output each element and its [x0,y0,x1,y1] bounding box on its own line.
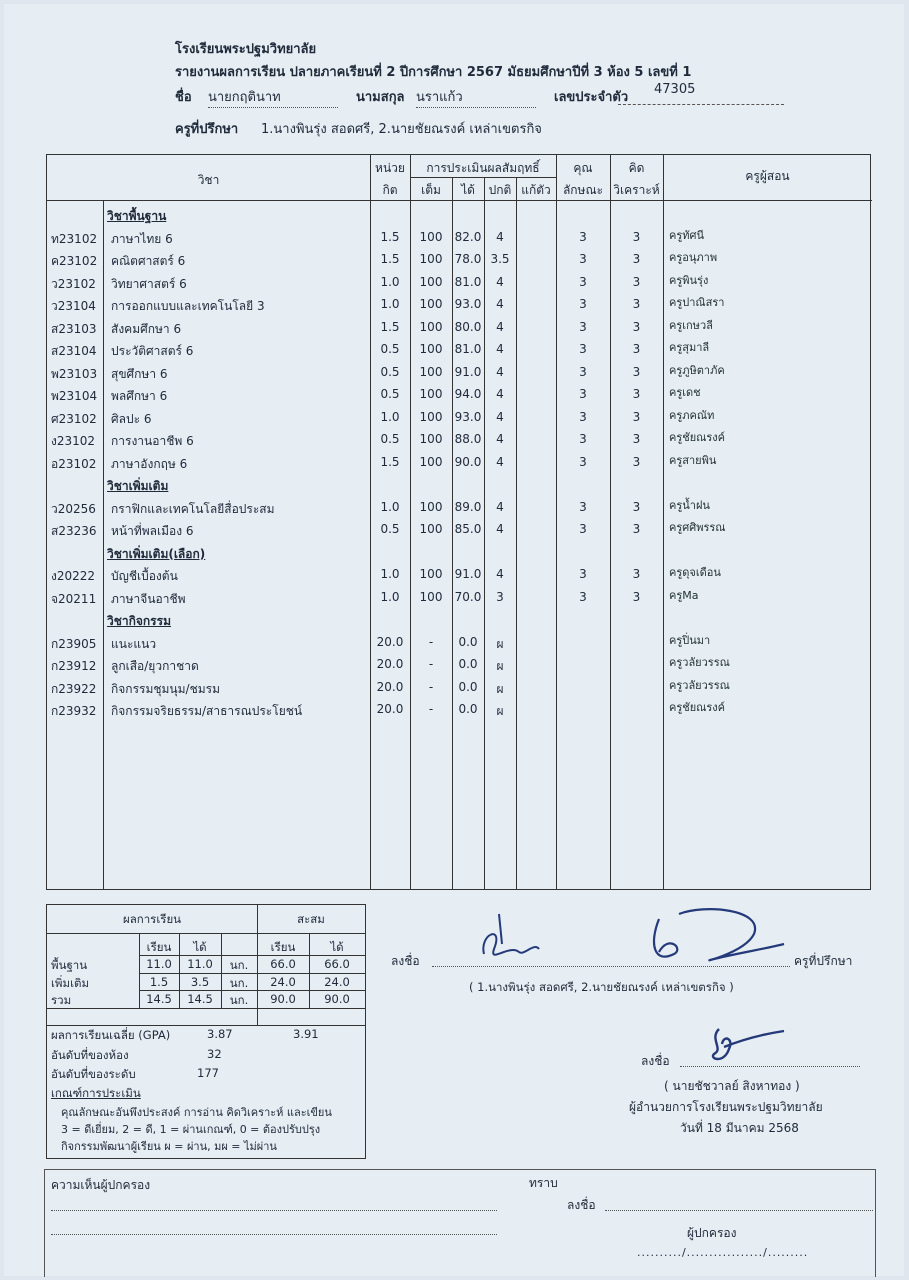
subject-name: ภาษาจีนอาชีพ [111,591,186,606]
parent-role: ผู้ปกครอง [687,1226,737,1240]
summary-box [46,904,366,1159]
subject-code: ค23102 [51,254,98,268]
section-additional: วิชาเพิ่มเติม [107,479,169,493]
summary-cum-study: 24.0 [270,975,296,989]
analysis: 3 [632,454,641,469]
score-got: 91.0 [454,567,482,581]
teacher-name: ครูศศิพรรณ [669,521,726,534]
subject-name: วิทยาศาสตร์ 6 [111,276,187,291]
summary-results-title: ผลการเรียน [122,912,182,926]
credit: 1.0 [380,499,400,514]
col-credit-2: กิต [382,183,398,197]
score-got: 93.0 [454,409,482,424]
name-value: นายกฤตินาท [208,86,338,108]
rank-level-value: 177 [197,1066,219,1080]
advisor-label: ครูที่ปรึกษา [175,122,239,137]
score-full: 100 [419,252,443,266]
subject-code: ส23236 [51,524,97,538]
analysis: 3 [632,297,641,311]
grade-normal: 4 [496,297,504,311]
score-full: 100 [419,499,443,514]
col-credit-1: หน่วย [375,161,405,175]
summary-study: 1.5 [149,975,169,989]
col-assessment: การประเมินผลสัมฤทธิ์ [426,161,540,175]
teacher-name: ครูเดช [669,386,701,399]
rank-room-label: อันดับที่ของห้อง [51,1048,129,1062]
subject-code: ง23102 [51,434,96,448]
acknowledge-label: ทราบ [529,1176,558,1190]
col-teacher: ครูผู้สอน [745,169,790,183]
score-got: 89.0 [454,499,482,514]
score-got: 85.0 [454,522,482,536]
grade-normal: 4 [496,387,504,401]
teacher-name: ครูเกษวลี [669,318,713,332]
summary-row-label: พื้นฐาน [51,958,88,972]
section-elective: วิชาเพิ่มเติม(เลือก) [107,546,206,561]
subject-code: ศ23102 [51,411,97,426]
score-got: 0.0 [458,634,478,649]
score-full: 100 [419,409,443,424]
student-id-value: 47305 [654,82,696,97]
score-full: - [428,702,434,716]
parent-box [44,1169,876,1277]
quality: 3 [579,589,587,604]
col-normal: ปกติ [488,183,512,197]
grade-normal: 4 [496,364,504,379]
analysis: 3 [632,319,641,334]
subject-name: หน้าที่พลเมือง 6 [111,524,194,538]
score-got: 81.0 [454,274,482,289]
teacher-name: ครูMa [669,588,699,602]
summary-unit: นก. [229,993,249,1007]
director-sign-label: ลงชื่อ [641,1054,670,1068]
subject-name: คณิตศาสตร์ 6 [111,254,186,268]
grade-normal: 4 [496,342,504,356]
summary-got: 14.5 [187,992,213,1006]
subject-code: ง20222 [51,569,96,583]
subject-code: ว23104 [51,299,96,313]
teacher-name: ครูปิ่นมา [669,633,711,647]
analysis: 3 [632,387,641,401]
gpa-cumulative: 3.91 [293,1027,319,1041]
subject-code: ก23922 [51,681,97,696]
gpa-label: ผลการเรียนเฉลี่ย (GPA) [51,1028,171,1042]
score-full: 100 [419,567,443,581]
credit: 1.5 [380,252,400,266]
score-got: 94.0 [454,387,482,401]
score-got: 80.0 [454,319,482,334]
summary-study: 14.5 [146,992,172,1006]
score-full: 100 [419,589,443,604]
grade-normal: 3 [496,589,504,604]
analysis: 3 [632,229,641,244]
subject-code: ก23932 [51,704,97,718]
subject-code: ว23102 [51,276,96,291]
analysis: 3 [632,252,641,266]
subject-name: ภาษาไทย 6 [111,231,173,246]
score-got: 81.0 [454,342,482,356]
report-date: วันที่ 18 มีนาคม 2568 [680,1121,799,1135]
subject-code: ท23102 [51,231,98,246]
score-full: 100 [419,522,443,536]
grade-normal: 4 [496,432,504,446]
parent-date-line: ........../................./......... [637,1246,809,1259]
subject-code: พ23103 [51,366,98,381]
grade-normal: 4 [496,274,504,289]
subject-code: ก23905 [51,636,97,651]
parent-sign-line [605,1210,873,1211]
score-full: 100 [419,432,443,446]
quality: 3 [579,274,587,289]
col-got-summary: ได้ [193,940,207,954]
credit: 1.5 [380,454,400,469]
teacher-name: ครูสายพิน [669,453,717,467]
teacher-name: ครูพินรุ่ง [669,273,709,287]
col-full: เต็ม [421,183,441,197]
quality: 3 [579,522,587,536]
summary-unit: นก. [229,958,249,972]
subject-name: กิจกรรมจริยธรรม/สาธารณประโยชน์ [111,704,303,718]
col-think-2: วิเคราะห์ [613,183,660,197]
subject-name: การงานอาชีพ 6 [111,434,194,448]
grade-normal: ผ [496,681,504,696]
analysis: 3 [632,364,641,379]
section-basic: วิชาพื้นฐาน [107,209,167,223]
rank-level-label: อันดับที่ของระดับ [51,1067,136,1081]
score-full: 100 [419,229,443,244]
student-id-label: เลขประจำตัว [554,90,629,105]
analysis: 3 [632,567,641,581]
credit: 1.0 [380,567,400,581]
credit: 20.0 [376,702,404,716]
col-subject: วิชา [197,173,220,187]
teacher-name: ครูดุจเดือน [669,566,721,579]
credit: 0.5 [380,432,400,446]
score-full: 100 [419,454,443,469]
teacher-name: ครูวลัยวรรณ [669,656,730,669]
grade-normal: 4 [496,522,504,536]
score-got: 0.0 [458,679,478,694]
parent-opinion-label: ความเห็นผู้ปกครอง [51,1178,151,1192]
grade-normal: 3.5 [490,252,510,266]
summary-cum-got: 24.0 [324,975,350,989]
summary-row-label: รวม [51,993,72,1007]
summary-study: 11.0 [146,957,172,971]
surname-value: นราแก้ว [416,86,536,108]
quality: 3 [579,454,587,469]
score-got: 0.0 [458,702,478,716]
teacher-name: ครูวลัยวรรณ [669,678,730,692]
grade-normal: ผ [496,636,504,651]
report-title: รายงานผลการเรียน ปลายภาคเรียนที่ 2 ปีการศึกษา 2567 มัธยมศึกษาปีที่ 3 ห้อง 5 เลขที่ 1 [175,65,692,80]
advisor-names: ( 1.นางพินรุ่ง สอดศรี, 2.นายชัยณรงค์ เหล่าเขตรกิจ ) [469,980,734,994]
school-name: โรงเรียนพระปฐมวิทยาลัย [175,42,317,57]
parent-sign-label: ลงชื่อ [567,1198,596,1212]
teacher-name: ครูภคณัท [669,408,715,422]
subject-name: พลศึกษา 6 [111,389,168,403]
col-think-1: คิด [628,161,645,175]
score-full: 100 [419,364,443,379]
director-role: ผู้อำนวยการโรงเรียนพระปฐมวิทยาลัย [629,1100,823,1114]
advisor-sign-label: ลงชื่อ [391,954,420,968]
subject-name: การออกแบบและเทคโนโลยี 3 [111,299,265,313]
criteria-line-2: 3 = ดีเยี่ยม, 2 = ดี, 1 = ผ่านเกณฑ์, 0 = ต้องปรับปรุง [61,1123,321,1136]
score-full: 100 [419,342,443,356]
subject-name: ศิลปะ 6 [111,411,152,426]
grade-normal: 4 [496,454,504,469]
subject-code: ว20256 [51,501,96,516]
name-label: ชื่อ [175,90,192,105]
quality: 3 [579,252,587,266]
quality: 3 [579,342,587,356]
grade-normal: 4 [496,319,504,334]
summary-got: 3.5 [190,975,210,989]
analysis: 3 [632,589,641,604]
quality: 3 [579,499,587,514]
credit: 1.0 [380,274,400,289]
analysis: 3 [632,522,641,536]
student-id-line [618,104,784,105]
quality: 3 [579,409,587,424]
credit: 1.5 [380,229,400,244]
advisor-role: ครูที่ปรึกษา [794,954,853,968]
col-cum-got: ได้ [330,940,344,954]
subject-name: ประวัติศาสตร์ 6 [111,344,194,358]
score-got: 0.0 [458,657,478,671]
col-cum-study: เรียน [270,940,296,954]
subject-name: แนะแนว [111,636,157,651]
credit: 0.5 [380,342,400,356]
grade-normal: 4 [496,499,504,514]
score-got: 91.0 [454,364,482,379]
credit: 20.0 [376,679,404,694]
summary-cumulative-title: สะสม [297,912,325,926]
summary-unit: นก. [229,976,249,990]
teacher-name: ครูน้ำฝน [669,498,710,512]
score-full: - [428,634,434,649]
score-got: 88.0 [454,432,482,446]
col-quality-1: คุณ [573,161,593,175]
criteria-title: เกณฑ์การประเมิน [51,1086,141,1100]
subject-name: กิจกรรมชุมนุม/ชมรม [111,681,220,696]
score-full: 100 [419,274,443,289]
subject-code: ส23104 [51,344,97,358]
grades-table [46,154,871,890]
score-full: - [428,657,434,671]
summary-row-label: เพิ่มเติม [51,976,90,990]
credit: 0.5 [380,364,400,379]
grade-normal: ผ [496,704,504,718]
score-got: 90.0 [454,454,482,469]
summary-cum-study: 66.0 [270,957,296,971]
subject-code: อ23102 [51,456,97,471]
subject-name: สังคมศึกษา 6 [111,321,182,336]
score-got: 93.0 [454,297,482,311]
quality: 3 [579,229,587,244]
teacher-name: ครูภูษิตาภัค [669,363,725,377]
credit: 20.0 [376,634,404,649]
score-full: - [428,679,434,694]
summary-cum-got: 90.0 [324,992,350,1006]
analysis: 3 [632,274,641,289]
subject-code: พ23104 [51,389,98,403]
gpa-value: 3.87 [207,1027,233,1041]
grade-normal: 4 [496,567,504,581]
teacher-name: ครูชัยณรงค์ [669,431,726,444]
col-quality-2: ลักษณะ [562,183,604,197]
analysis: 3 [632,432,641,446]
score-got: 82.0 [454,229,482,244]
report-paper [4,4,904,1276]
criteria-line-1: คุณลักษณะอันพึงประสงค์ การอ่าน คิดวิเคราะห์ และเขียน [61,1106,332,1119]
teacher-name: ครูปาณิสรา [669,296,725,309]
score-got: 78.0 [454,252,482,266]
grade-normal: 4 [496,229,504,244]
subject-code: จ20211 [51,591,97,606]
rank-room-value: 32 [207,1047,222,1061]
quality: 3 [579,364,587,379]
col-got: ได้ [461,183,475,197]
grade-normal: 4 [496,409,504,424]
subject-code: ส23103 [51,321,97,336]
opinion-line-1 [51,1210,497,1211]
credit: 1.0 [380,589,400,604]
credit: 0.5 [380,387,400,401]
teacher-name: ครูสุมาลี [669,341,710,354]
credit: 0.5 [380,522,400,536]
quality: 3 [579,297,587,311]
credit: 1.5 [380,319,400,334]
score-got: 70.0 [454,589,482,604]
col-fix: แก้ตัว [521,183,551,197]
quality: 3 [579,319,587,334]
credit: 20.0 [376,657,404,671]
grade-normal: ผ [496,659,504,673]
summary-cum-got: 66.0 [324,957,350,971]
advisor-signatures-image [464,904,794,974]
teacher-name: ครูอนุภาพ [669,251,718,264]
criteria-line-3: กิจกรรมพัฒนาผู้เรียน ผ = ผ่าน, มผ = ไม่ผ่าน [61,1140,277,1153]
subject-name: บัญชีเบื้องต้น [111,569,178,583]
subject-code: ก23912 [51,659,97,673]
teacher-name: ครูชัยณรงค์ [669,701,726,714]
quality: 3 [579,432,587,446]
score-full: 100 [419,297,443,311]
advisor-value: 1.นางพินรุ่ง สอดศรี, 2.นายชัยณรงค์ เหล่าเขตรกิจ [261,122,542,137]
summary-cum-study: 90.0 [270,992,296,1006]
quality: 3 [579,387,587,401]
subject-name: ลูกเสือ/ยุวกาชาด [111,659,199,673]
opinion-line-2 [51,1234,497,1235]
analysis: 3 [632,409,641,424]
credit: 1.0 [380,409,400,424]
score-full: 100 [419,319,443,334]
summary-got: 11.0 [187,957,213,971]
col-study: เรียน [146,940,172,954]
section-activity: วิชากิจกรรม [107,614,171,628]
surname-label: นามสกุล [356,90,405,105]
score-full: 100 [419,387,443,401]
director-signature-image [694,1019,794,1069]
subject-name: สุขศึกษา 6 [111,366,168,381]
analysis: 3 [632,342,641,356]
analysis: 3 [632,499,641,514]
director-name: ( นายชัชวาลย์ สิงหาทอง ) [664,1079,800,1093]
subject-name: ภาษาอังกฤษ 6 [111,456,188,471]
teacher-name: ครูทัศนี [669,228,705,242]
quality: 3 [579,567,587,581]
credit: 1.0 [380,297,400,311]
subject-name: กราฟิกและเทคโนโลยีสื่อประสม [111,501,275,516]
